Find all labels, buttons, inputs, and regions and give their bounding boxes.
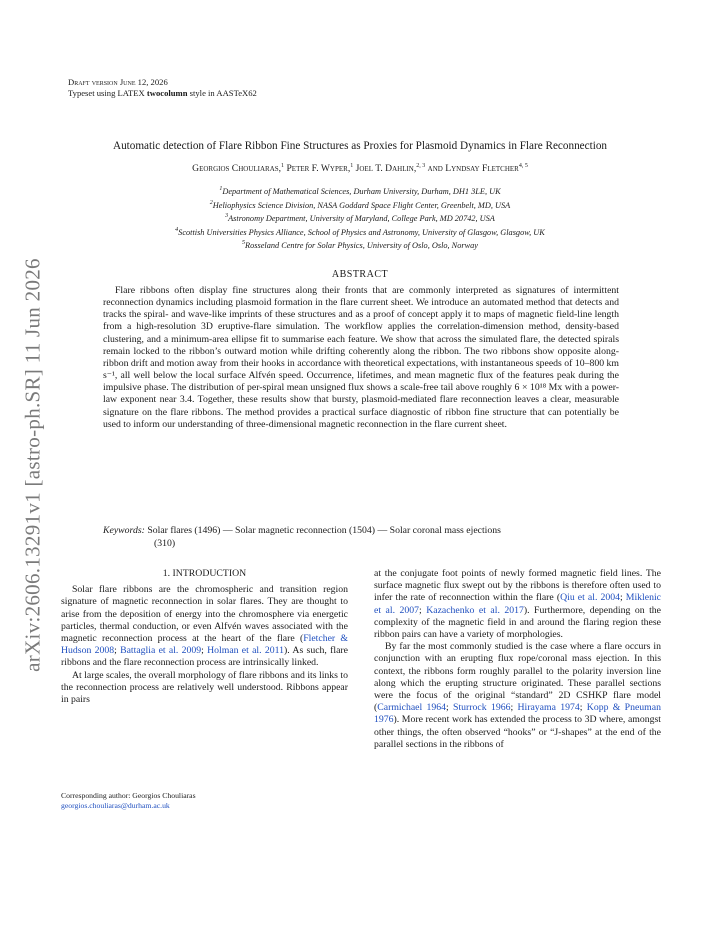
paragraph: By far the most commonly studied is the case where a flare occurs in conjunction with an erupting flux rope/coronal mass ejection. In this context, the ribbons form roughly parallel to the polarity inversion line along which the erupting structure originated. These parallel sections were the focus of the original “standard” 2D CSHKP flare model (Carmichael 1964; Sturrock 1966; Hirayama 1974; Kopp & Pneuman 1976). More recent work has extended the process to 3D where, amongst other things, the often observed “hooks” or “J-shapes” at the end of the parallel sections in the ribbons of (374, 641, 661, 750)
citation-link[interactable]: Miklenic et al. 2007 (374, 592, 661, 616)
paragraph: At large scales, the overall morphology of flare ribbons and its links to the reconnection process are relatively well understood. Ribbons appear in pairs (61, 669, 348, 706)
citation-link[interactable]: Battaglia et al. 2009 (120, 645, 202, 657)
affiliation: $^1$Department of Mathematical Sciences, Durham University, Durham, DH1 3LE, UK (219, 186, 501, 196)
citation-link[interactable]: Hirayama 1974 (517, 702, 580, 714)
abstract-text: Flare ribbons often display fine structures along their fronts that are commonly interpreted as signatures of intermittent reconnection dynamics including plasmoid formation in the flare current sheet. We introduce an automated method that detects and tracks the spiral- and wave-like imprints of these structures and as a proof of concept apply it to maps of magnetic field-line length from a high-resolution 3D eruptive-flare simulation. The workflow applies the correlation-dimension method, density-based clustering, and a minimum-area ellipse fit to summarise each feature. We show that across the simulated flare, the detected spirals remain locked to the ribbon’s outward motion while drifting coherently along the ribbon. The two ribbons show opposite along-ribbon drift and motion away from their hooks in accordance with theoretical expectations, with instantaneous speeds of 10–800 km s⁻¹, all well below the local surface Alfvén speed. Occurrence, lifetimes, and mean magnetic flux of the features peak during the impulsive phase. The distribution of per-spiral mean unsigned flux shows a scale-free tail above roughly 6 × 10¹⁸ Mx with a power-law exponent near 3.4. Together, these results show that bursty, plasmoid-mediated flare reconnection leaves a clear, measurable signature on the flare ribbons. The method provides a practical surface diagnostic of ribbon fine structure that can potentially be used to inform our understanding of three-dimensional magnetic reconnection in the flare current sheet. (103, 285, 619, 430)
citation-link[interactable]: Qiu et al. 2004 (560, 592, 620, 604)
section-heading-introduction: 1. INTRODUCTION (162, 568, 247, 579)
corresponding-author-footnote (61, 791, 196, 811)
paragraph: at the conjugate foot points of newly formed magnetic field lines. The surface magnetic flux swept out by the ribbons is therefore often used to infer the rate of reconnection within the flare (Qiu et al. 2004; Miklenic et al. 2007; Kazachenko et al. 2017). Furthermore, depending on the complexity of the magnetic field in and around the flaring region these ribbon pairs can have a variety of morphologies. (374, 568, 661, 641)
paragraph: Solar flare ribbons are the chromospheric and transition region signature of magnetic reconnection in solar flares. They are thought to arise from the deposition of energy into the chromosphere via energetic particles, thermal conduction, or even Alfvén waves associated with the magnetic reconnection process at the heart of the flare (Fletcher & Hudson 2008; Battaglia et al. 2009; Holman et al. 2011). As such, flare ribbons and the flare reconnection process are intrinsically linked. (61, 584, 348, 669)
keywords-continuation: (310) (154, 538, 176, 549)
latex-logo: LATEX (117, 87, 145, 98)
affiliation: $^2$Heliophysics Science Division, NASA Goddard Space Flight Center, Greenbelt, MD, USA (209, 199, 511, 210)
corresponding-author: Corresponding author: Georgios Chouliaras (61, 791, 196, 800)
affiliation: $^5$Rosseland Centre for Solar Physics, University of Oslo, Oslo, Norway (242, 240, 478, 251)
right-column (374, 568, 661, 751)
affiliation-list (40, 184, 680, 252)
arxiv-identifier: arXiv:2606.13291v1 [astro-ph.SR] 11 Jun 2026 (20, 258, 45, 672)
citation-link[interactable]: Kazachenko et al. 2017 (426, 604, 524, 616)
author: and Lyndsay Fletcher$^{4, 5}$ (427, 163, 528, 175)
affiliation: $^4$Scottish Universities Physics Alliance, School of Physics and Astronomy, University of Glasgow, Glasgow, UK (175, 226, 545, 237)
keywords-line: Solar flares (1496) — Solar magnetic reconnection (1504) — Solar coronal mass ejections (147, 525, 501, 536)
draft-version-line: Draft version June 12, 2026 (68, 77, 168, 87)
citation-link[interactable]: Carmichael 1964 (377, 702, 447, 714)
typeset-line: Typeset using LATEX twocolumn style in AASTeX62 (68, 87, 257, 98)
author-list (40, 163, 680, 174)
citation-link[interactable]: Kopp & Pneuman 1976 (374, 702, 661, 726)
citation-link[interactable]: Fletcher & Hudson 2008 (61, 633, 348, 657)
keywords-label: Keywords: (103, 525, 145, 536)
citation-link[interactable]: Holman et al. 2011 (207, 645, 284, 657)
author: Peter F. Wyper,$^1$ (286, 163, 354, 175)
preprint-header (68, 77, 257, 98)
keywords (103, 524, 619, 550)
affiliation: $^3$Astronomy Department, University of Maryland, College Park, MD 20742, USA (225, 213, 495, 223)
paper-title: Automatic detection of Flare Ribbon Fine Structures as Proxies for Plasmoid Dynamics in Flare Reconnection (112, 140, 608, 152)
corresponding-email-link[interactable]: georgios.chouliaras@durham.ac.uk (61, 801, 170, 810)
author: Georgios Chouliaras,$^1$ (192, 163, 285, 175)
abstract-heading: ABSTRACT (331, 269, 389, 280)
left-column (61, 568, 348, 706)
author: Joel T. Dahlin,$^{2, 3}$ (355, 163, 426, 175)
arxiv-sidebar (18, 245, 48, 685)
citation-link[interactable]: Sturrock 1966 (453, 702, 511, 714)
